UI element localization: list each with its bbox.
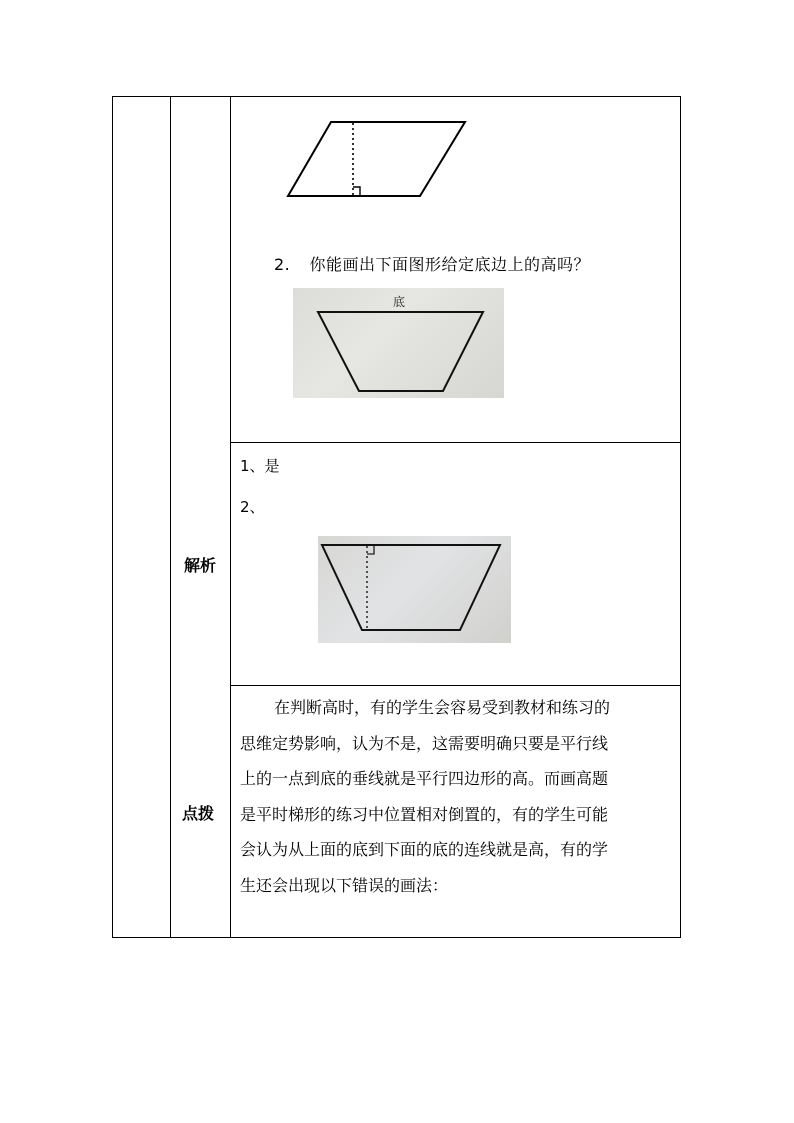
base-label: 底	[393, 295, 406, 309]
parallelogram-shape	[288, 122, 465, 196]
right-angle-mark	[367, 546, 374, 554]
answer-2: 2、	[240, 498, 265, 516]
tips-line: 思维定势影响，认为不是，这需要明确只要是平行线	[240, 733, 609, 753]
row-divider-2	[230, 685, 681, 686]
trapezoid-answer-shape	[322, 545, 500, 630]
table-border-right	[680, 97, 681, 937]
question-2-text: 你能画出下面图形给定底边上的高吗？	[309, 255, 590, 274]
tips-line: 会认为从上面的底到下面的底的连线就是高，有的学	[240, 840, 609, 859]
table-border-left	[112, 97, 113, 937]
trapezoid-shape	[318, 312, 483, 391]
parallelogram-figure	[280, 112, 475, 207]
table-divider-2	[230, 97, 231, 937]
tips-paragraph	[240, 690, 670, 903]
analysis-label: 解析	[184, 556, 217, 575]
question-2	[274, 252, 590, 275]
tips-label: 点拨	[182, 804, 215, 823]
tips-line: 是平时梯形的练习中位置相对倒置的，有的学生可能	[240, 804, 609, 824]
trapezoid-question-photo	[293, 288, 504, 398]
row-divider-1	[230, 442, 681, 443]
trapezoid-answer-photo	[318, 536, 511, 643]
tips-line: 生还会出现以下错误的画法：	[240, 875, 449, 895]
question-2-number: 2.	[274, 255, 291, 274]
tips-line: 上的一点到底的垂线就是平行四边形的高。而画高题	[240, 769, 609, 788]
table-divider-1	[170, 97, 171, 937]
answer-1: 1、是	[240, 457, 280, 475]
tips-line: 在判断高时，有的学生会容易受到教材和练习的	[274, 698, 611, 717]
